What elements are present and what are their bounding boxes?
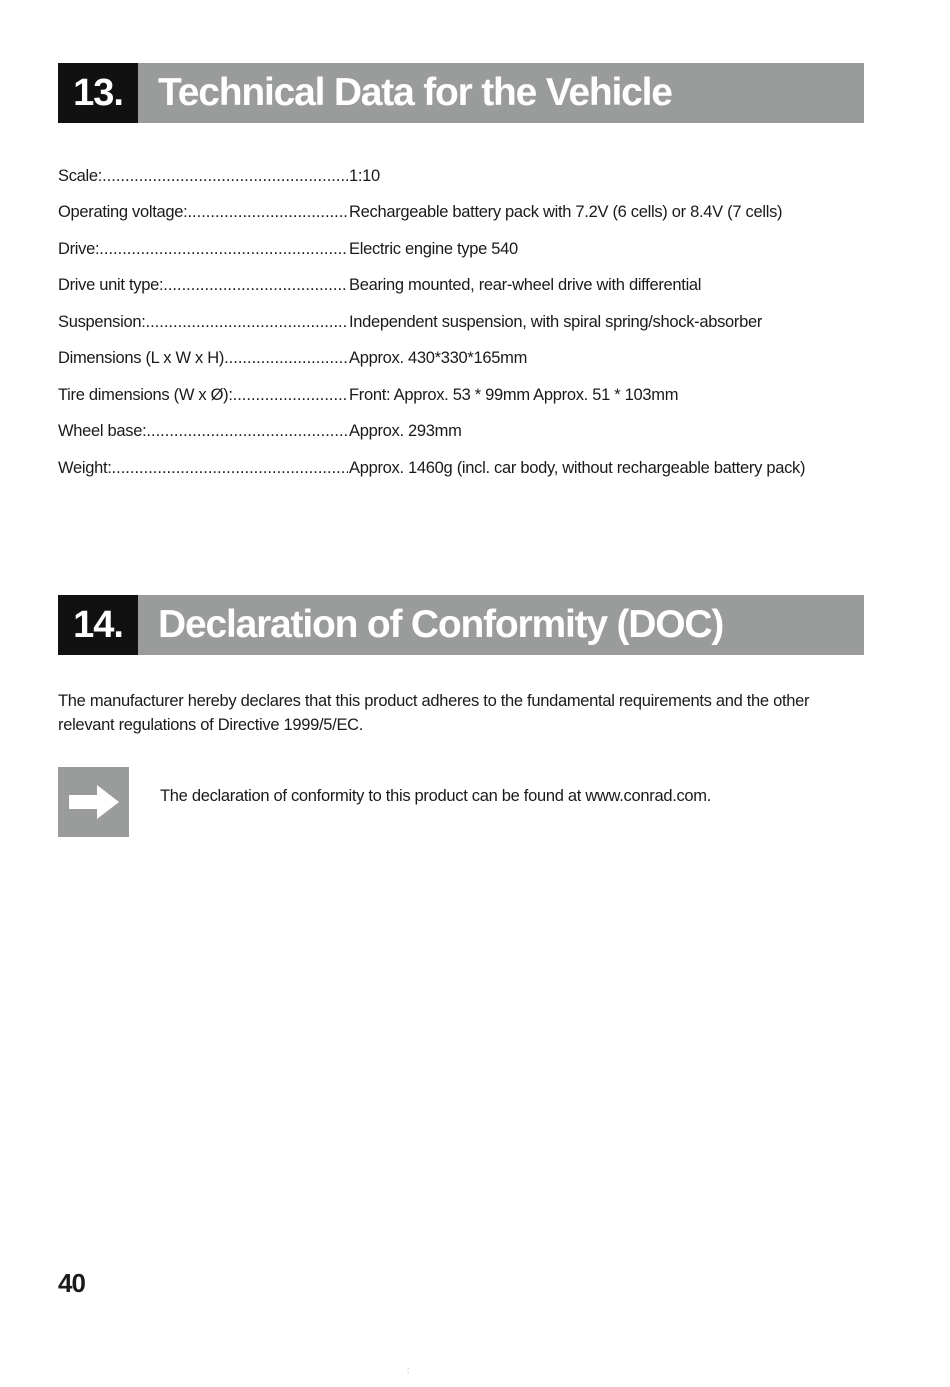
section-13-header [58,63,864,123]
spec-label: Dimensions (L x W x H) [58,349,225,368]
spec-row-tire-dimensions [58,377,864,414]
leader-dots [163,276,348,295]
right-arrow-icon [67,783,121,821]
technical-data-list [58,158,864,487]
spec-value: Approx. 293mm [349,422,462,441]
section-14-number: 14. [58,595,138,655]
spec-value: Bearing mounted, rear-wheel drive with differential [349,276,702,295]
spec-value: Rechargeable battery pack with 7.2V (6 cells) or 8.4V (7 cells) [349,203,783,222]
spec-label: Drive: [58,239,100,258]
spec-value: Approx. 430*330*165mm [349,349,528,368]
leader-dots [146,313,348,332]
leader-dots [146,422,348,441]
leader-dots [99,240,348,259]
conformity-statement: The manufacturer hereby declares that this product adheres to the fundamental requirements and the other relevant regulations of Directive 1999/5/EC. [58,692,810,734]
spec-label: Tire dimensions (W x Ø): [58,385,233,404]
section-14-header [58,595,864,655]
spec-label: Wheel base: [58,422,147,441]
section-13-number: 13. [58,63,138,123]
leader-dots [233,386,348,405]
leader-dots [102,167,348,186]
section-13-title: Technical Data for the Vehicle [138,63,864,123]
conformity-note: The declaration of conformity to this product can be found at www.conrad.com. [160,787,712,805]
spec-value: 1:10 [349,166,380,185]
leader-dots [224,349,348,368]
spec-row-dimensions [58,341,864,378]
spec-value: Independent suspension, with spiral spring/shock-absorber [349,312,763,331]
spec-row-wheel-base [58,414,864,451]
spec-value: Front: Approx. 53 * 99mm Approx. 51 * 103mm [349,385,679,404]
spec-label: Scale: [58,166,103,185]
spec-row-drive [58,231,864,268]
section-14-title: Declaration of Conformity (DOC) [138,595,864,655]
spec-label: Operating voltage: [58,203,188,222]
spec-row-scale [58,158,864,195]
spec-value: Approx. 1460g (incl. car body, without rechargeable battery pack) [349,458,806,477]
page-number: 40 [58,1268,85,1298]
spec-row-drive-unit-type [58,268,864,305]
spec-row-weight [58,450,864,487]
leader-dots [112,459,348,478]
spec-label: Drive unit type: [58,276,164,295]
spec-label: Weight: [58,458,112,477]
spec-row-suspension [58,304,864,341]
spec-row-operating-voltage [58,195,864,232]
spec-label: Suspension: [58,312,146,331]
note-callout-box [58,767,129,837]
leader-dots [187,203,348,222]
print-mark: : [407,1366,410,1375]
spec-value: Electric engine type 540 [349,239,518,258]
